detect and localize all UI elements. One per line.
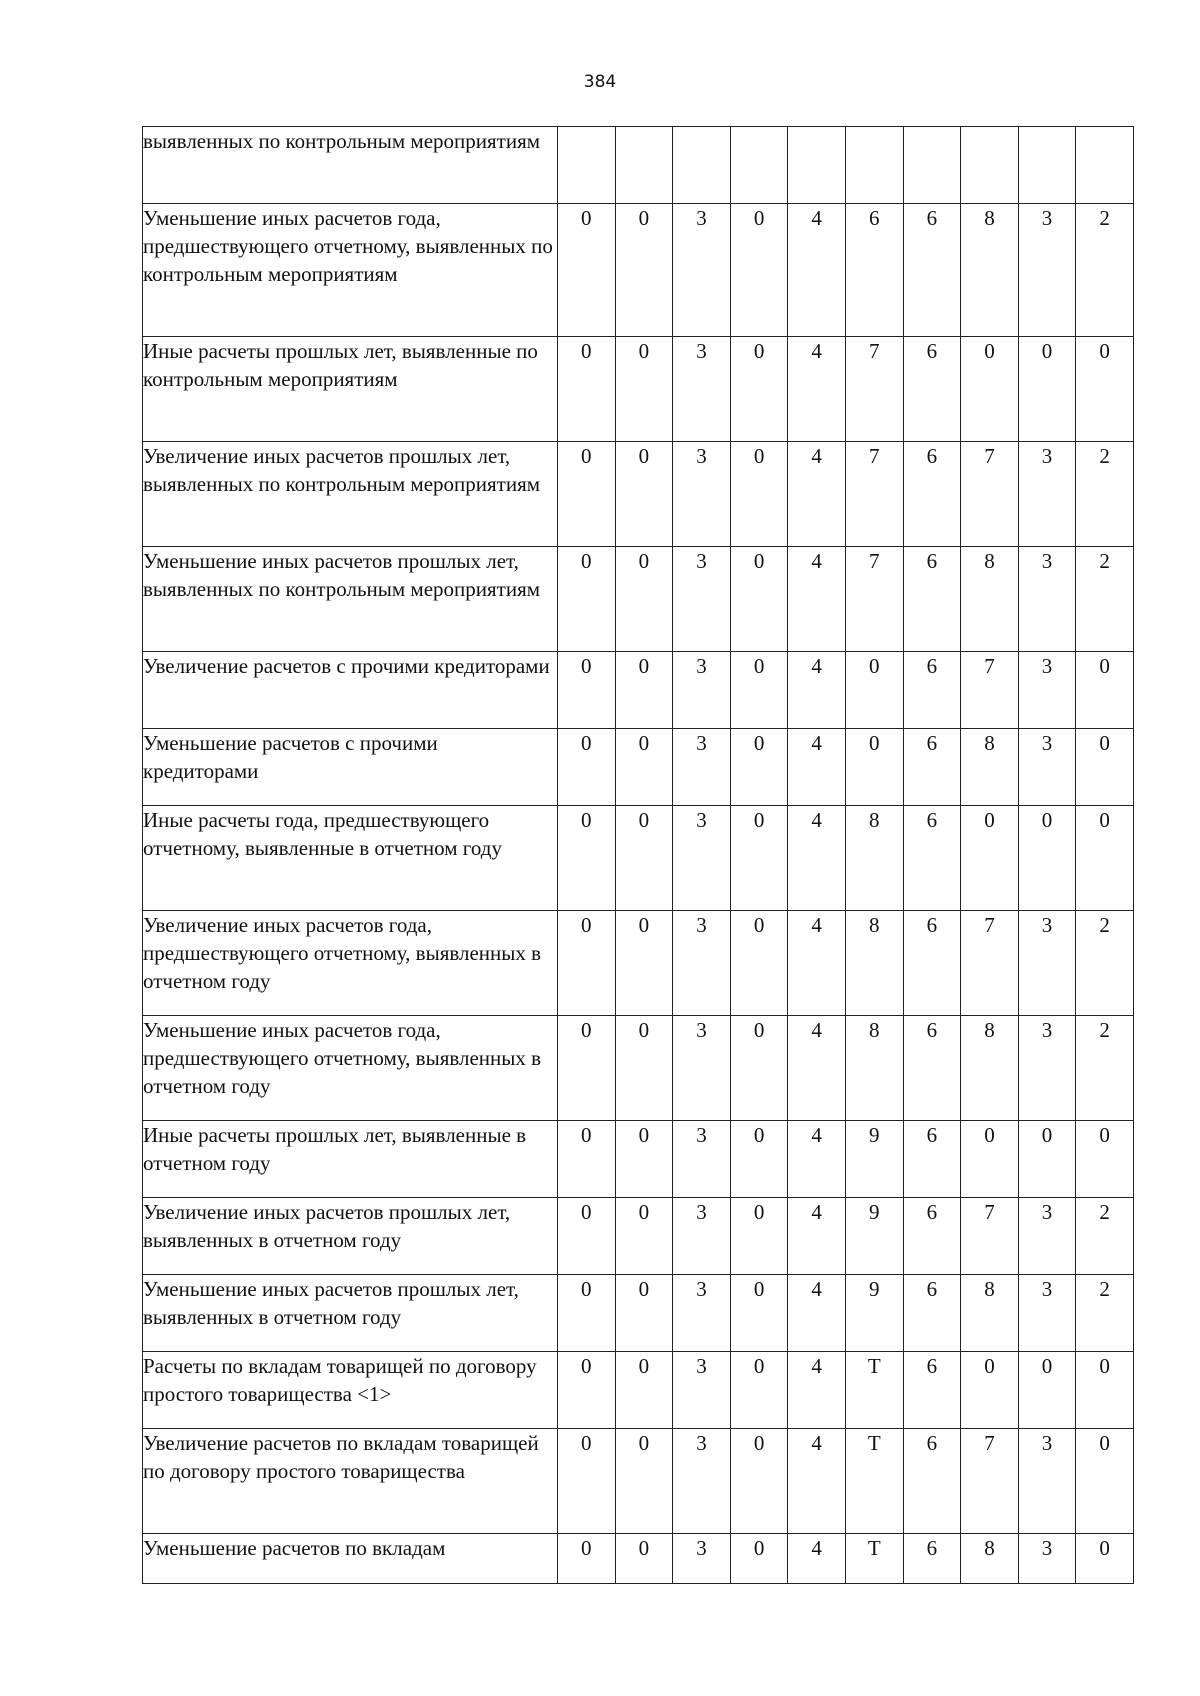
code-digit: 0 bbox=[730, 337, 788, 442]
table-row bbox=[143, 911, 1134, 1016]
code-digit: 0 bbox=[615, 1198, 673, 1275]
code-digit bbox=[730, 127, 788, 204]
code-digit: 6 bbox=[903, 911, 961, 1016]
code-digit: 3 bbox=[673, 1534, 731, 1584]
code-digit: 2 bbox=[1076, 1275, 1134, 1352]
code-digit bbox=[1018, 127, 1076, 204]
code-digit: 0 bbox=[558, 204, 616, 337]
table-row bbox=[143, 442, 1134, 547]
table-row bbox=[143, 337, 1134, 442]
row-label: Увеличение иных расчетов года, предшествующего отчетному, выявленных в отчетном году bbox=[143, 911, 558, 1016]
code-digit: 0 bbox=[730, 1534, 788, 1584]
table-row bbox=[143, 547, 1134, 652]
table-row bbox=[143, 1121, 1134, 1198]
code-digit: 0 bbox=[615, 1352, 673, 1429]
code-digit: 4 bbox=[788, 547, 846, 652]
code-digit: 6 bbox=[845, 204, 903, 337]
code-digit: 0 bbox=[1076, 337, 1134, 442]
code-digit: 0 bbox=[558, 806, 616, 911]
code-digit bbox=[788, 127, 846, 204]
table-row bbox=[143, 806, 1134, 911]
code-digit: 4 bbox=[788, 204, 846, 337]
code-digit: 3 bbox=[673, 1198, 731, 1275]
code-digit: 2 bbox=[1076, 1198, 1134, 1275]
code-digit: 0 bbox=[1076, 1534, 1134, 1584]
code-digit: 2 bbox=[1076, 442, 1134, 547]
code-digit: 0 bbox=[615, 1016, 673, 1121]
row-label: Расчеты по вкладам товарищей по договору простого товарищества <1> bbox=[143, 1352, 558, 1429]
code-digit: Т bbox=[845, 1534, 903, 1584]
code-digit: 3 bbox=[673, 1121, 731, 1198]
code-digit: 8 bbox=[961, 1275, 1019, 1352]
code-digit: 3 bbox=[1018, 204, 1076, 337]
code-digit: 6 bbox=[903, 1275, 961, 1352]
code-digit: 2 bbox=[1076, 911, 1134, 1016]
code-digit: 0 bbox=[558, 547, 616, 652]
code-digit: 6 bbox=[903, 652, 961, 729]
code-digit: 0 bbox=[615, 806, 673, 911]
code-digit bbox=[903, 127, 961, 204]
row-label: Уменьшение иных расчетов прошлых лет, выявленных в отчетном году bbox=[143, 1275, 558, 1352]
code-digit: 3 bbox=[1018, 652, 1076, 729]
code-digit: Т bbox=[845, 1429, 903, 1534]
code-digit: 2 bbox=[1076, 204, 1134, 337]
table-row bbox=[143, 1429, 1134, 1534]
code-digit: 6 bbox=[903, 1534, 961, 1584]
code-digit: 3 bbox=[1018, 729, 1076, 806]
code-digit: 0 bbox=[558, 1534, 616, 1584]
code-digit: 4 bbox=[788, 1534, 846, 1584]
row-label: Увеличение иных расчетов прошлых лет, выявленных в отчетном году bbox=[143, 1198, 558, 1275]
code-digit: 0 bbox=[615, 652, 673, 729]
code-digit: 6 bbox=[903, 1016, 961, 1121]
code-digit: 0 bbox=[1018, 806, 1076, 911]
code-digit bbox=[673, 127, 731, 204]
code-digit: 8 bbox=[961, 1534, 1019, 1584]
code-digit: 8 bbox=[961, 204, 1019, 337]
code-digit: 0 bbox=[615, 442, 673, 547]
code-digit: 0 bbox=[730, 652, 788, 729]
row-label: Увеличение расчетов по вкладам товарищей по договору простого товарищества bbox=[143, 1429, 558, 1534]
code-digit: 4 bbox=[788, 1352, 846, 1429]
code-digit: 4 bbox=[788, 1198, 846, 1275]
code-digit: 3 bbox=[673, 729, 731, 806]
table-row bbox=[143, 127, 1134, 204]
row-label: Уменьшение иных расчетов прошлых лет, выявленных по контрольным мероприятиям bbox=[143, 547, 558, 652]
code-digit: 0 bbox=[558, 1352, 616, 1429]
row-label: Увеличение расчетов с прочими кредиторами bbox=[143, 652, 558, 729]
code-digit: 0 bbox=[961, 1352, 1019, 1429]
code-digit: 0 bbox=[730, 729, 788, 806]
code-digit: 8 bbox=[845, 1016, 903, 1121]
code-digit: 0 bbox=[615, 1534, 673, 1584]
code-digit: 0 bbox=[615, 337, 673, 442]
code-digit bbox=[615, 127, 673, 204]
code-digit: 3 bbox=[673, 1275, 731, 1352]
table-body bbox=[143, 127, 1134, 1584]
code-digit: 0 bbox=[961, 806, 1019, 911]
code-digit: 0 bbox=[730, 547, 788, 652]
row-label: Увеличение иных расчетов прошлых лет, выявленных по контрольным мероприятиям bbox=[143, 442, 558, 547]
code-digit: 6 bbox=[903, 1198, 961, 1275]
row-label: Уменьшение расчетов с прочими кредиторами bbox=[143, 729, 558, 806]
row-label: Уменьшение расчетов по вкладам bbox=[143, 1534, 558, 1584]
row-label: Уменьшение иных расчетов года, предшествующего отчетному, выявленных в отчетном году bbox=[143, 1016, 558, 1121]
code-digit: 0 bbox=[730, 1275, 788, 1352]
code-digit: 6 bbox=[903, 806, 961, 911]
code-digit: 6 bbox=[903, 1429, 961, 1534]
code-digit bbox=[961, 127, 1019, 204]
code-digit: 9 bbox=[845, 1198, 903, 1275]
code-digit: 0 bbox=[558, 729, 616, 806]
code-digit: 0 bbox=[730, 1016, 788, 1121]
code-digit: 0 bbox=[558, 442, 616, 547]
code-digit: 0 bbox=[615, 1121, 673, 1198]
code-digit: 0 bbox=[1076, 1121, 1134, 1198]
table-row bbox=[143, 204, 1134, 337]
code-digit: Т bbox=[845, 1352, 903, 1429]
code-digit: 0 bbox=[730, 911, 788, 1016]
code-digit: 8 bbox=[845, 911, 903, 1016]
code-digit: 0 bbox=[1018, 1121, 1076, 1198]
code-digit: 3 bbox=[1018, 442, 1076, 547]
code-digit: 2 bbox=[1076, 1016, 1134, 1121]
code-digit: 0 bbox=[558, 1198, 616, 1275]
row-label: Иные расчеты года, предшествующего отчетному, выявленные в отчетном году bbox=[143, 806, 558, 911]
table-row bbox=[143, 1016, 1134, 1121]
code-digit: 3 bbox=[673, 204, 731, 337]
code-digit: 0 bbox=[730, 204, 788, 337]
table-row bbox=[143, 1352, 1134, 1429]
code-digit: 3 bbox=[1018, 1275, 1076, 1352]
code-digit: 3 bbox=[673, 652, 731, 729]
code-digit: 0 bbox=[961, 1121, 1019, 1198]
code-digit: 0 bbox=[1076, 806, 1134, 911]
table-row bbox=[143, 729, 1134, 806]
code-digit: 0 bbox=[1076, 729, 1134, 806]
code-digit: 0 bbox=[1076, 1352, 1134, 1429]
code-digit: 7 bbox=[961, 442, 1019, 547]
code-digit: 0 bbox=[730, 1198, 788, 1275]
code-digit: 6 bbox=[903, 1121, 961, 1198]
code-digit: 8 bbox=[961, 1016, 1019, 1121]
code-digit: 0 bbox=[1018, 337, 1076, 442]
code-digit: 0 bbox=[558, 911, 616, 1016]
code-digit: 0 bbox=[558, 652, 616, 729]
code-digit: 3 bbox=[1018, 1534, 1076, 1584]
code-digit: 4 bbox=[788, 337, 846, 442]
code-digit: 3 bbox=[673, 337, 731, 442]
code-digit: 4 bbox=[788, 1275, 846, 1352]
code-digit: 7 bbox=[845, 547, 903, 652]
code-digit: 6 bbox=[903, 442, 961, 547]
code-digit: 0 bbox=[730, 442, 788, 547]
code-digit: 3 bbox=[673, 806, 731, 911]
code-digit: 0 bbox=[730, 1352, 788, 1429]
table-row bbox=[143, 1198, 1134, 1275]
code-digit: 0 bbox=[615, 1275, 673, 1352]
code-digit: 0 bbox=[961, 337, 1019, 442]
code-digit: 0 bbox=[730, 806, 788, 911]
page-number: 384 bbox=[583, 72, 617, 92]
code-digit bbox=[1076, 127, 1134, 204]
code-digit: 0 bbox=[845, 729, 903, 806]
code-digit: 7 bbox=[845, 337, 903, 442]
account-code-table bbox=[142, 126, 1134, 1584]
code-digit: 3 bbox=[673, 442, 731, 547]
code-digit: 3 bbox=[673, 1429, 731, 1534]
code-digit: 4 bbox=[788, 911, 846, 1016]
code-digit: 7 bbox=[961, 1429, 1019, 1534]
code-digit: 8 bbox=[845, 806, 903, 911]
code-digit: 0 bbox=[1076, 1429, 1134, 1534]
row-label: Уменьшение иных расчетов года, предшествующего отчетному, выявленных по контрольным мероприятиям bbox=[143, 204, 558, 337]
code-digit: 7 bbox=[845, 442, 903, 547]
code-digit: 8 bbox=[961, 729, 1019, 806]
code-digit: 6 bbox=[903, 204, 961, 337]
code-digit: 0 bbox=[615, 911, 673, 1016]
code-digit: 2 bbox=[1076, 547, 1134, 652]
code-digit: 7 bbox=[961, 1198, 1019, 1275]
code-digit: 0 bbox=[615, 547, 673, 652]
code-digit: 6 bbox=[903, 729, 961, 806]
code-digit bbox=[558, 127, 616, 204]
code-digit: 9 bbox=[845, 1275, 903, 1352]
code-digit: 3 bbox=[1018, 1429, 1076, 1534]
code-digit: 3 bbox=[1018, 1198, 1076, 1275]
code-digit: 3 bbox=[673, 547, 731, 652]
code-digit: 4 bbox=[788, 729, 846, 806]
table-row bbox=[143, 652, 1134, 729]
code-digit: 4 bbox=[788, 442, 846, 547]
code-digit bbox=[845, 127, 903, 204]
code-digit: 4 bbox=[788, 1429, 846, 1534]
table-row bbox=[143, 1275, 1134, 1352]
code-digit: 0 bbox=[1076, 652, 1134, 729]
code-digit: 6 bbox=[903, 547, 961, 652]
code-digit: 0 bbox=[558, 1275, 616, 1352]
code-digit: 0 bbox=[558, 1016, 616, 1121]
code-digit: 0 bbox=[730, 1429, 788, 1534]
code-digit: 4 bbox=[788, 1016, 846, 1121]
code-digit: 3 bbox=[1018, 911, 1076, 1016]
code-digit: 6 bbox=[903, 1352, 961, 1429]
code-digit: 4 bbox=[788, 806, 846, 911]
code-digit: 3 bbox=[673, 1016, 731, 1121]
code-digit: 0 bbox=[730, 1121, 788, 1198]
code-digit: 0 bbox=[558, 1429, 616, 1534]
code-digit: 0 bbox=[558, 337, 616, 442]
code-digit: 8 bbox=[961, 547, 1019, 652]
code-digit: 3 bbox=[1018, 547, 1076, 652]
code-digit: 3 bbox=[1018, 1016, 1076, 1121]
code-digit: 0 bbox=[615, 729, 673, 806]
code-digit: 7 bbox=[961, 652, 1019, 729]
code-digit: 0 bbox=[615, 1429, 673, 1534]
row-label: Иные расчеты прошлых лет, выявленные в отчетном году bbox=[143, 1121, 558, 1198]
code-digit: 0 bbox=[1018, 1352, 1076, 1429]
row-label: выявленных по контрольным мероприятиям bbox=[143, 127, 558, 204]
row-label: Иные расчеты прошлых лет, выявленные по контрольным мероприятиям bbox=[143, 337, 558, 442]
code-digit: 0 bbox=[558, 1121, 616, 1198]
code-digit: 3 bbox=[673, 1352, 731, 1429]
code-digit: 9 bbox=[845, 1121, 903, 1198]
code-digit: 7 bbox=[961, 911, 1019, 1016]
code-digit: 0 bbox=[845, 652, 903, 729]
code-digit: 0 bbox=[615, 204, 673, 337]
code-digit: 4 bbox=[788, 1121, 846, 1198]
code-digit: 6 bbox=[903, 337, 961, 442]
table-row bbox=[143, 1534, 1134, 1584]
code-digit: 3 bbox=[673, 911, 731, 1016]
code-digit: 4 bbox=[788, 652, 846, 729]
